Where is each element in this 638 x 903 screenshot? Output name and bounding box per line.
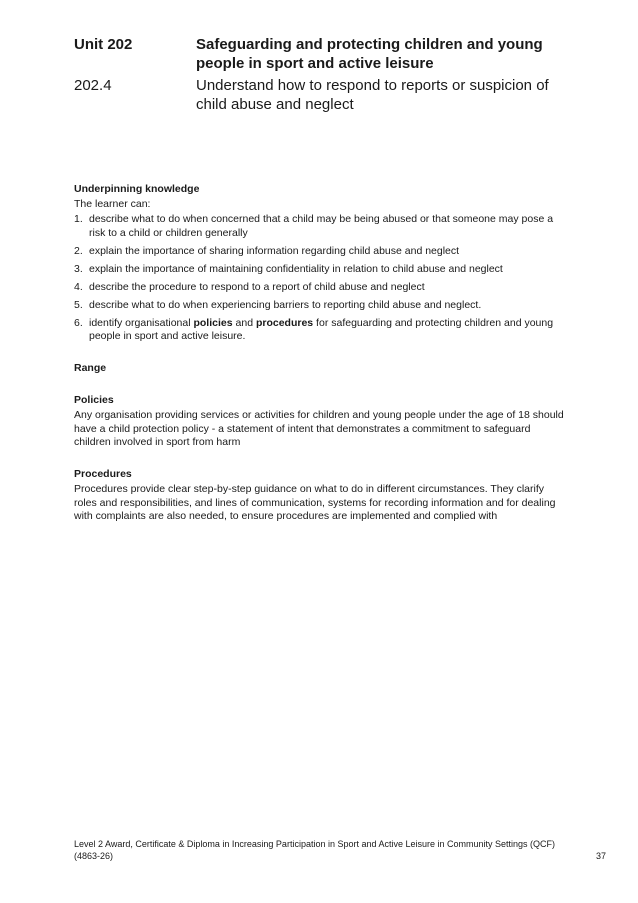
policies-heading: Policies (74, 394, 114, 406)
item-number: 3. (74, 262, 83, 275)
item-number: 4. (74, 280, 83, 293)
unit-code: Unit 202 (74, 36, 133, 53)
range-heading: Range (74, 362, 107, 374)
item-text: explain the importance of maintaining confidentiality in relation to child abuse and neglect (89, 262, 503, 275)
item-number: 6. (74, 316, 83, 329)
page-number: 37 (596, 851, 607, 861)
underpinning-intro: The learner can: (74, 198, 151, 210)
list-item (74, 263, 568, 277)
list-item (74, 317, 568, 344)
item-number: 1. (74, 213, 83, 225)
item-text: identify organisational policies and procedures for safeguarding and protecting children and young people in sport and active leisure. (89, 316, 554, 342)
list-item (74, 213, 568, 240)
item-text: describe what to do when experiencing barriers to reporting child abuse and neglect. (89, 298, 482, 311)
footer-text: Level 2 Award, Certificate & Diploma in Increasing Participation in Sport and Active Leisure in Community Settings (QCF) (4863-26) (74, 839, 556, 861)
list-item (74, 245, 568, 259)
underpinning-heading: Underpinning knowledge (74, 183, 200, 195)
procedures-text: Procedures provide clear step-by-step guidance on what to do in different circumstances. They clarify roles and responsibilities, and lines of communication, systems for recording information and for dealing with complaints are also needed, to ensure procedures are implemented and complied with (74, 483, 556, 522)
outcome-code: 202.4 (74, 77, 112, 94)
item-text: explain the importance of sharing information regarding child abuse and neglect (89, 244, 460, 257)
unit-title: Safeguarding and protecting children and young people in sport and active leisure (196, 36, 543, 72)
item-number: 2. (74, 244, 83, 257)
procedures-heading: Procedures (74, 468, 132, 480)
unit-header (74, 35, 556, 73)
item-text: describe what to do when concerned that a child may be being abused or that someone may pose a risk to a child or children generally (89, 213, 554, 239)
outcome-title: Understand how to respond to reports or suspicion of child abuse and neglect (196, 77, 549, 113)
item-text: describe the procedure to respond to a report of child abuse and neglect (89, 280, 425, 293)
policies-text: Any organisation providing services or activities for children and young people under the age of 18 should have a child protection policy - a statement of intent that demonstrates a commitment to safeguard children involved in sport from harm (74, 409, 564, 448)
outcome-header (74, 76, 556, 114)
list-item (74, 299, 568, 313)
knowledge-list (74, 213, 568, 348)
list-item (74, 281, 568, 295)
item-number: 5. (74, 298, 83, 311)
